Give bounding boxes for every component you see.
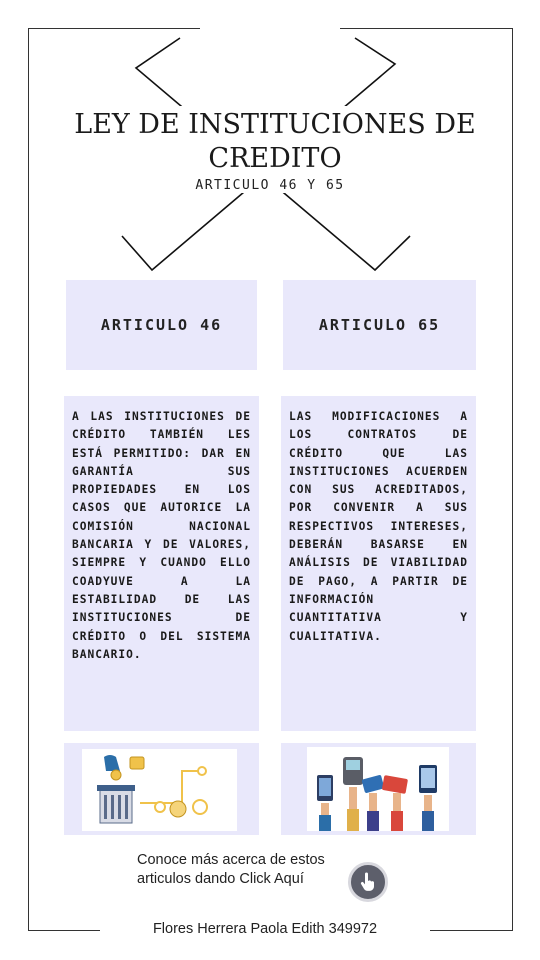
frame-gap-top bbox=[200, 26, 340, 31]
page-title bbox=[60, 106, 490, 178]
cta-line-1: Conoce más acerca de estos bbox=[137, 852, 325, 868]
cta-text bbox=[137, 851, 377, 889]
hands-holding-cards-illustration bbox=[307, 747, 449, 831]
image-panel-articulo-46 bbox=[64, 743, 259, 835]
heading-articulo-46: ARTICULO 46 bbox=[66, 280, 257, 370]
author-credit: Flores Herrera Paola Edith 349972 bbox=[100, 921, 430, 937]
click-here-button[interactable] bbox=[348, 862, 388, 902]
heading-articulo-65: ARTICULO 65 bbox=[283, 280, 476, 370]
money-building-illustration bbox=[82, 749, 237, 831]
body-articulo-65: LAS MODIFICACIONES A LOS CONTRATOS DE CRÉDITO QUE LAS INSTITUCIONES ACUERDEN CON SUS ACREDITADOS, POR CONVENIR A SUS RESPECTIVOS INTERESES, DEBERÁN BASARSE EN ANÁLISIS DE VIABILIDAD DE PAGO, A PARTIR DE INFORMACIÓN CUANTITATIVA Y CUALITATIVA. bbox=[281, 396, 476, 731]
title-line-1: LEY DE INSTITUCIONES DE bbox=[74, 109, 476, 140]
cta-line-2: articulos dando Click Aquí bbox=[137, 871, 304, 887]
hand-pointer-icon bbox=[359, 872, 377, 892]
body-articulo-46: A LAS INSTITUCIONES DE CRÉDITO TAMBIÉN LES ESTÁ PERMITIDO: DAR EN GARANTÍA SUS PROPIEDADES EN LOS CASOS QUE AUTORICE LA COMISIÓN NACIONAL BANCARIA Y DE VALORES, SIEMPRE Y CUANDO ELLO COADYUVE A LA ESTABILIDAD DE LAS INSTITUCIONES DE CRÉDITO O DEL SISTEMA BANCARIO. bbox=[64, 396, 259, 731]
page-subtitle: ARTICULO 46 Y 65 bbox=[120, 178, 420, 193]
image-panel-articulo-65 bbox=[281, 743, 476, 835]
title-line-2: CREDITO bbox=[208, 143, 342, 174]
